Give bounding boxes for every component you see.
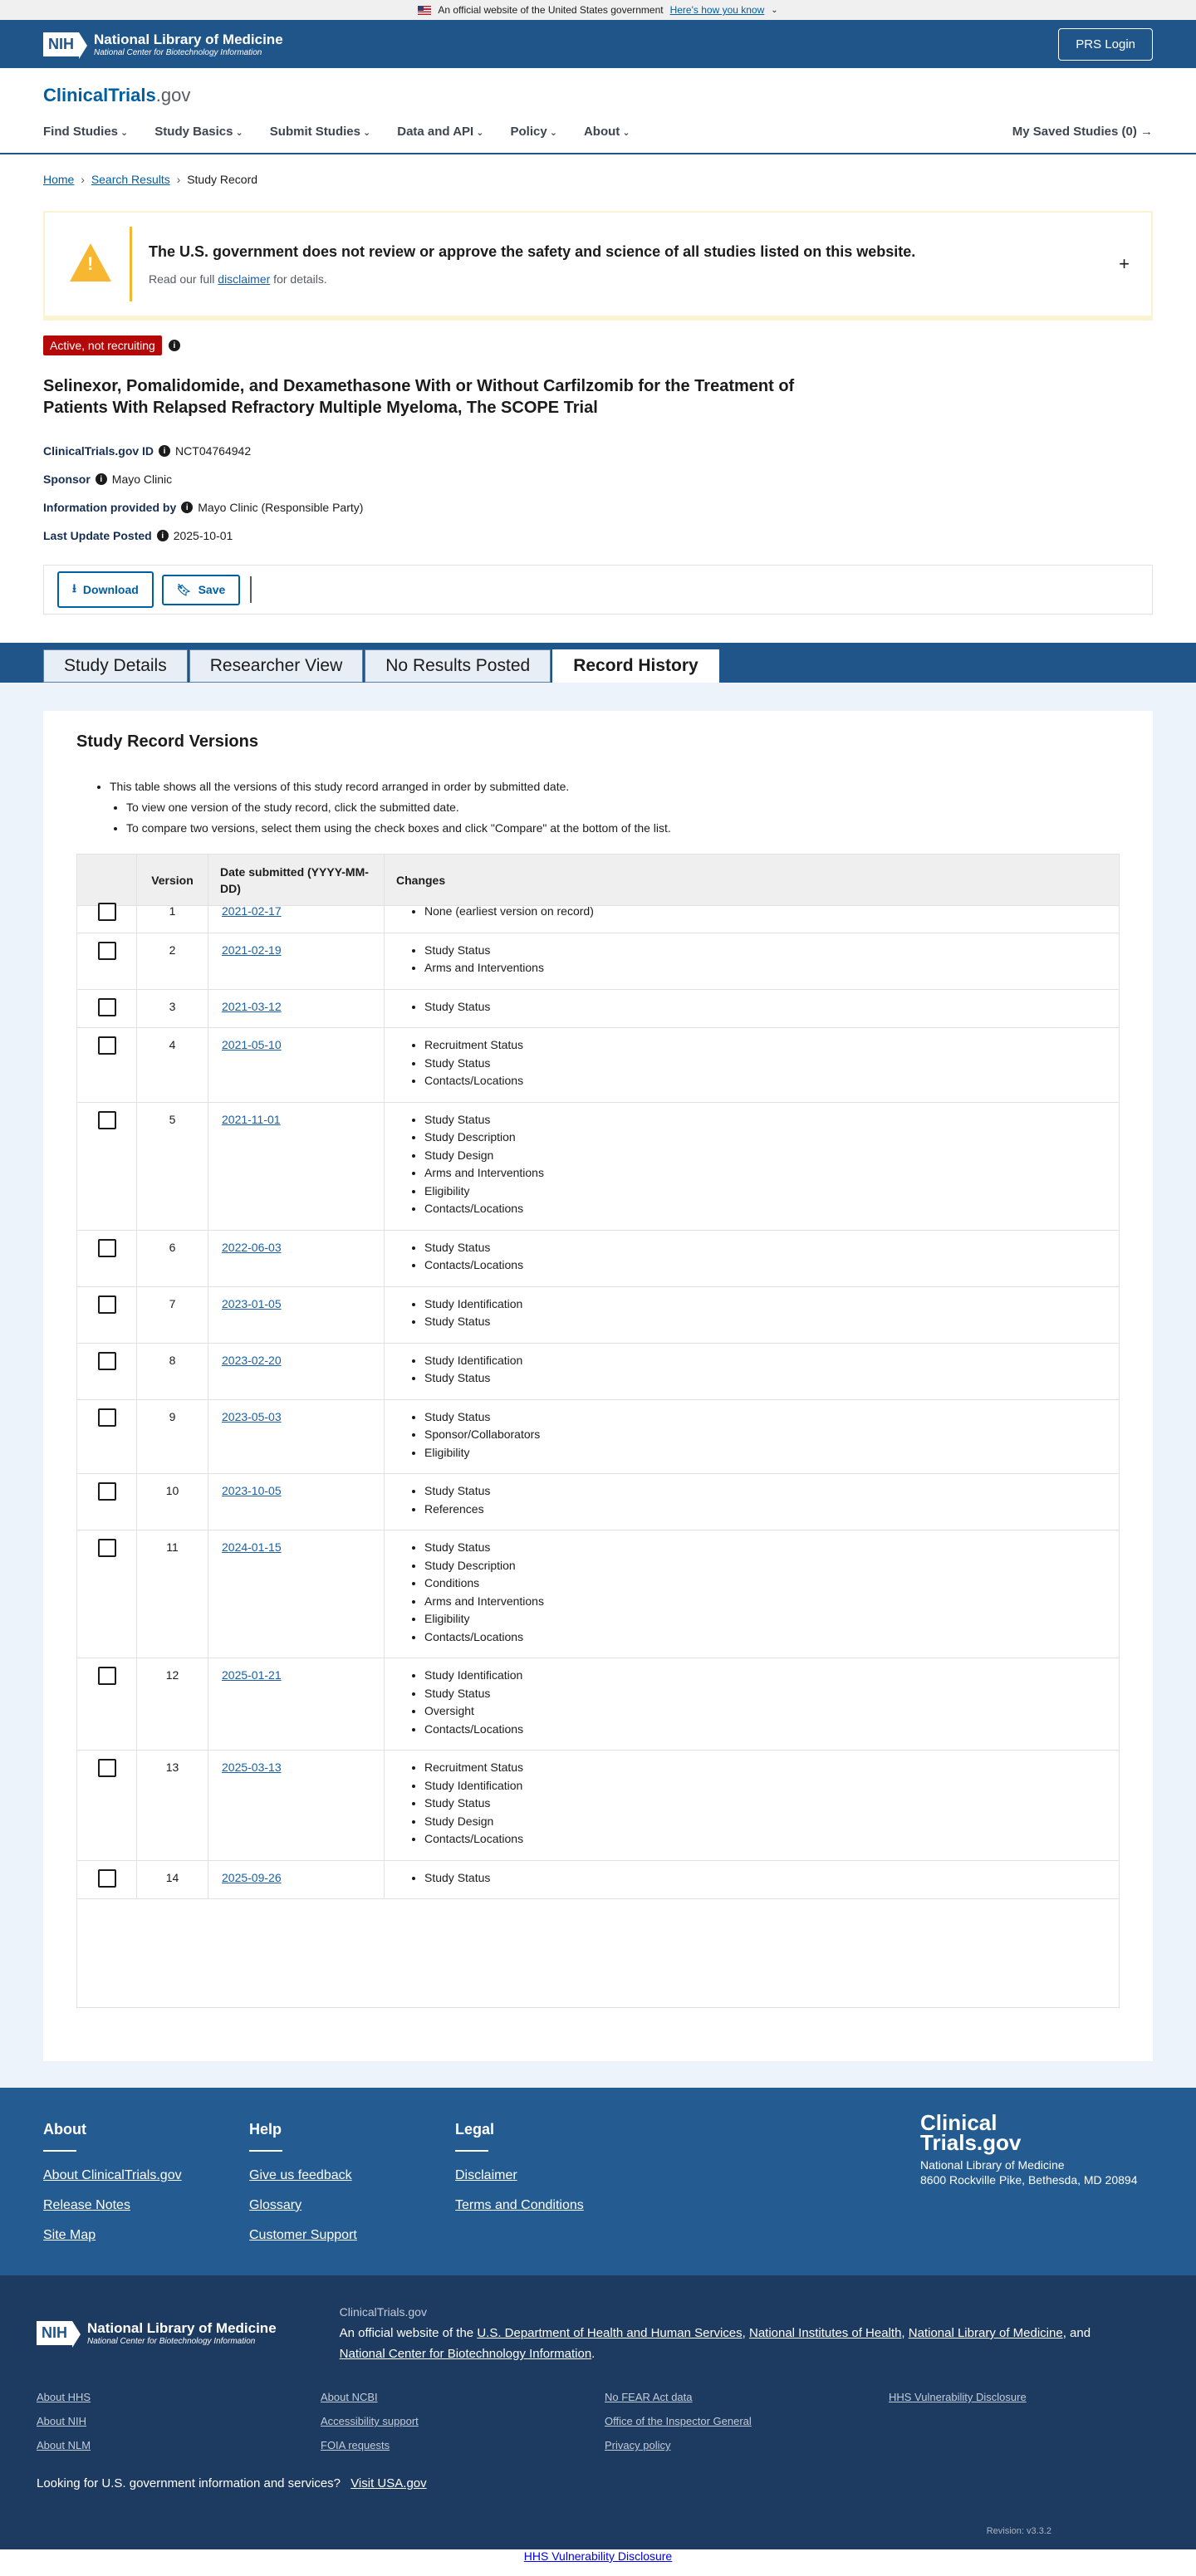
version-checkbox[interactable] (98, 1759, 116, 1777)
version-date-link[interactable]: 2023-01-05 (222, 1296, 282, 1310)
footer-nih-box: NIH (37, 2321, 72, 2345)
select-cell (77, 1344, 137, 1399)
changes-cell (385, 990, 1119, 1028)
link-about-nlm[interactable]: About NLM (37, 2439, 91, 2451)
change-item: • Study Status (424, 1868, 1119, 1889)
footer-link-site-map[interactable]: Site Map (43, 2228, 96, 2242)
footer-about-title: About (43, 2121, 86, 2138)
intro-line (110, 776, 1120, 839)
footer-link-terms[interactable]: Terms and Conditions (455, 2198, 584, 2212)
usa-gov-line (37, 2476, 1159, 2490)
version-number: 4 (137, 1028, 208, 1102)
date-cell (208, 1400, 385, 1474)
version-checkbox[interactable] (98, 1036, 116, 1055)
breadcrumb-current: Study Record (187, 173, 258, 186)
select-cell (77, 1103, 137, 1230)
nav-find-studies[interactable]: Find Studies ⌄ (43, 125, 128, 139)
version-checkbox[interactable] (98, 998, 116, 1016)
status-badge: Active, not recruiting (43, 335, 162, 355)
change-item: • Eligibility (424, 1181, 1119, 1202)
meta-id-label: ClinicalTrials.gov ID (43, 444, 154, 458)
change-item: • Study Description (424, 1127, 1119, 1148)
change-item: • Recruitment Status (424, 1035, 1119, 1056)
download-label: Download (82, 583, 139, 596)
tab-record-history[interactable]: Record History (552, 649, 719, 683)
link-privacy[interactable]: Privacy policy (605, 2439, 671, 2451)
nav-about[interactable]: About ⌄ (584, 125, 630, 139)
alert-sub-pre: Read our full (149, 272, 218, 286)
change-item: • Study Design (424, 1145, 1119, 1167)
footer-underline (249, 2150, 282, 2152)
change-item: • Conditions (424, 1573, 1119, 1594)
link-foia[interactable]: FOIA requests (321, 2439, 390, 2451)
version-date-link[interactable]: 2025-03-13 (222, 1761, 282, 1774)
changes-cell (385, 1751, 1119, 1860)
date-cell (208, 1751, 385, 1860)
footer-link-about-ct[interactable]: About ClinicalTrials.gov (43, 2168, 182, 2182)
table-row (77, 1287, 1119, 1344)
version-date-link[interactable]: 2023-05-03 (222, 1409, 282, 1423)
ncbi-subtitle: National Center for Biotechnology Information (94, 47, 262, 57)
table-row (77, 1344, 1119, 1400)
changes-cell (385, 1861, 1119, 1899)
link-oig[interactable]: Office of the Inspector General (605, 2415, 752, 2427)
table-row (77, 1028, 1119, 1103)
link-accessibility[interactable]: Accessibility support (321, 2415, 419, 2427)
alert-title: The U.S. government does not review or approve the safety and science of all studies listed on this website. (149, 242, 916, 260)
change-item: • Study Status (424, 1311, 1119, 1333)
footer-link-feedback[interactable]: Give us feedback (249, 2168, 352, 2182)
nav-policy[interactable]: Policy ⌄ (511, 125, 557, 139)
nav-data-api[interactable]: Data and API ⌄ (397, 125, 483, 139)
meta-sponsor-row (43, 465, 1153, 493)
change-item: • Contacts/Locations (424, 1070, 1119, 1092)
logo-suffix-text: .gov (155, 85, 191, 105)
meta-provided-value: Mayo Clinic (Responsible Party) (198, 501, 364, 514)
tab-no-results[interactable]: No Results Posted (365, 649, 551, 683)
versions-intro (93, 776, 1120, 839)
select-cell (77, 1658, 137, 1750)
meta-sponsor-value: Mayo Clinic (111, 473, 173, 486)
save-label: Save (198, 583, 226, 596)
version-date-link[interactable]: 2022-06-03 (222, 1240, 282, 1254)
record-history-panel (0, 683, 1196, 2088)
change-item: • Study Status (424, 1537, 1119, 1559)
changes-cell (385, 1231, 1119, 1286)
select-cell (77, 1530, 137, 1658)
version-number: 7 (137, 1287, 208, 1343)
meta-id-value: NCT04764942 (175, 444, 252, 458)
version-date-link[interactable]: 2025-09-26 (222, 1870, 282, 1884)
info-icon[interactable]: i (181, 502, 193, 513)
nlm-link[interactable]: National Library of Medicine (908, 2326, 1063, 2340)
change-item: • Study Status (424, 1683, 1119, 1705)
table-row (77, 1658, 1119, 1751)
clinicaltrials-logo[interactable] (43, 85, 1153, 106)
changes-cell (385, 1474, 1119, 1530)
us-flag-icon (418, 6, 431, 15)
table-row (77, 1530, 1119, 1658)
version-date-link[interactable]: 2023-10-05 (222, 1484, 282, 1497)
footer-addr-line1: National Library of Medicine (920, 2158, 1065, 2172)
version-date-link[interactable]: 2021-05-10 (222, 1038, 282, 1051)
select-cell (77, 1231, 137, 1286)
nav-study-basics[interactable]: Study Basics ⌄ (154, 125, 243, 139)
info-icon[interactable]: i (169, 340, 180, 351)
change-item: • Study Description (424, 1555, 1119, 1577)
meta-updated-row (43, 522, 1153, 550)
date-cell (208, 1231, 385, 1286)
version-number: 6 (137, 1231, 208, 1286)
tab-study-details[interactable]: Study Details (43, 649, 188, 683)
disclaimer-link[interactable]: disclaimer (218, 272, 271, 286)
change-item: • Study Status (424, 940, 1119, 962)
warning-icon (70, 243, 111, 285)
breadcrumb-search-results[interactable]: Search Results (91, 173, 170, 186)
version-checkbox[interactable] (98, 1295, 116, 1314)
footer-address (920, 2157, 1153, 2187)
meta-updated-label: Last Update Posted (43, 529, 152, 542)
change-item: • Study Identification (424, 1665, 1119, 1687)
select-cell (77, 1751, 137, 1860)
disclaimer-alert (43, 211, 1153, 321)
table-row (77, 1474, 1119, 1530)
footer-nlm-logo[interactable] (37, 2302, 277, 2364)
save-button[interactable] (162, 575, 240, 605)
change-item: • Oversight (424, 1701, 1119, 1722)
footer-about (43, 2121, 249, 2242)
version-checkbox[interactable] (98, 1667, 116, 1685)
date-cell (208, 933, 385, 989)
change-item: • Contacts/Locations (424, 1198, 1119, 1220)
header-date: Date submitted (YYYY-MM-DD) (208, 855, 385, 905)
meta-sponsor-label: Sponsor (43, 473, 91, 486)
version-checkbox[interactable] (98, 1408, 116, 1427)
bookmark-icon: 🔖︎ (176, 582, 192, 596)
link-about-hhs[interactable]: About HHS (37, 2391, 91, 2403)
link-about-nih[interactable]: About NIH (37, 2415, 86, 2427)
version-date-link[interactable]: 2024-01-15 (222, 1540, 282, 1554)
version-checkbox[interactable] (98, 1869, 116, 1888)
version-checkbox[interactable] (98, 1482, 116, 1501)
header-changes: Changes (396, 873, 446, 887)
meta-provided-row (43, 493, 1153, 522)
intro-sub-1: • To view one version of the study record, click the submitted date. (126, 797, 1120, 818)
select-cell (77, 1474, 137, 1530)
meta-updated-value: 2025-10-01 (173, 529, 233, 542)
footer-agency-links (37, 2391, 1159, 2451)
toolbar-divider (250, 576, 252, 603)
intro-text: This table shows all the versions of this study record arranged in order by submitted date. (110, 780, 570, 793)
date-cell (208, 1028, 385, 1102)
version-date-link[interactable]: 2021-02-17 (222, 904, 282, 918)
select-cell (77, 1287, 137, 1343)
footer-logo-line1: Clinical (920, 2110, 997, 2135)
version-checkbox[interactable] (98, 1352, 116, 1370)
change-item: • References (424, 1499, 1119, 1521)
action-toolbar (43, 565, 1153, 615)
change-item: • Eligibility (424, 1442, 1119, 1464)
version-number: 2 (137, 933, 208, 989)
change-item: • Study Status (424, 1368, 1119, 1389)
table-row (77, 1400, 1119, 1475)
usa-gov-text: Looking for U.S. government information and services? (37, 2476, 341, 2490)
versions-title: Study Record Versions (76, 732, 258, 751)
change-item: • None (earliest version on record) (424, 901, 1119, 923)
extra-footer-link-row (0, 2549, 1196, 2568)
official-pre: An official website of the (339, 2326, 478, 2340)
select-cell (77, 933, 137, 989)
change-item: • Study Identification (424, 1775, 1119, 1797)
changes-cell (385, 1103, 1119, 1230)
change-item: • Study Status (424, 1053, 1119, 1075)
how-you-know-link[interactable]: Here's how you know (669, 4, 765, 16)
select-cell (77, 1400, 137, 1474)
table-row (77, 1751, 1119, 1861)
status-row (43, 335, 1153, 355)
changes-cell (385, 1287, 1119, 1343)
alert-divider (130, 227, 132, 301)
footer-official-text: ClinicalTrials.gov An official website of the U.S. Department of Health and Human Services, National Institutes of Health, National Library of Medicine, and National Center for Biotechnology Information. (340, 2302, 1120, 2364)
version-number: 8 (137, 1344, 208, 1399)
versions-table (76, 854, 1120, 2008)
footer-help (249, 2121, 455, 2242)
version-number: 11 (137, 1530, 208, 1658)
select-cell (77, 990, 137, 1028)
select-cell (77, 894, 137, 933)
changes-cell (385, 1344, 1119, 1399)
info-icon[interactable]: i (157, 530, 169, 541)
footer-link-release-notes[interactable]: Release Notes (43, 2198, 130, 2212)
footer-links (0, 2088, 1196, 2275)
version-checkbox[interactable] (98, 1539, 116, 1557)
footer-nlm-title: National Library of Medicine (87, 2320, 277, 2336)
version-number: 14 (137, 1861, 208, 1899)
change-item: • Study Status (424, 1793, 1119, 1814)
footer-agency (0, 2275, 1196, 2549)
link-hhs-vuln[interactable]: HHS Vulnerability Disclosure (889, 2391, 1027, 2403)
version-date-link[interactable]: 2021-02-19 (222, 943, 282, 957)
study-tabs (0, 643, 1196, 683)
version-date-link[interactable]: 2023-02-20 (222, 1353, 282, 1367)
changes-cell (385, 894, 1119, 933)
changes-cell (385, 1658, 1119, 1750)
date-cell (208, 1474, 385, 1530)
version-checkbox[interactable] (98, 1239, 116, 1257)
change-item: • Arms and Interventions (424, 957, 1119, 979)
change-item: • Study Status (424, 1481, 1119, 1502)
footer-ct-logo[interactable] (920, 2110, 1153, 2155)
site-header (0, 68, 1196, 154)
hhs-link[interactable]: U.S. Department of Health and Human Services (477, 2326, 743, 2340)
select-cell (77, 1028, 137, 1102)
table-row (77, 894, 1119, 933)
version-checkbox[interactable] (98, 903, 116, 921)
date-cell (208, 1103, 385, 1230)
version-number: 13 (137, 1751, 208, 1860)
chevron-down-icon: ⌄ (771, 5, 778, 15)
breadcrumb-home[interactable]: Home (43, 173, 75, 186)
table-row (77, 1861, 1119, 1900)
change-item: • Study Status (424, 1109, 1119, 1131)
link-no-fear[interactable]: No FEAR Act data (605, 2391, 693, 2403)
hhs-vuln-extra-link[interactable]: HHS Vulnerability Disclosure (523, 2549, 673, 2563)
nlm-logo[interactable] (43, 32, 283, 57)
footer-legal (455, 2121, 661, 2242)
version-number: 3 (137, 990, 208, 1028)
date-cell (208, 1287, 385, 1343)
gov-banner-text: An official website of the United States government (438, 4, 664, 16)
main-nav (43, 125, 1153, 139)
changes-cell (385, 933, 1119, 989)
expand-icon[interactable]: + (1119, 253, 1130, 274)
info-icon[interactable]: i (159, 445, 170, 457)
change-item: • Recruitment Status (424, 1757, 1119, 1779)
table-row (77, 1103, 1119, 1231)
nih-link[interactable]: National Institutes of Health (748, 2326, 902, 2340)
link-about-ncbi[interactable]: About NCBI (321, 2391, 378, 2403)
header-version: Version (137, 855, 208, 905)
footer-legal-title: Legal (455, 2121, 495, 2138)
prs-login-button[interactable]: PRS Login (1058, 28, 1153, 61)
date-cell (208, 1861, 385, 1899)
chevron-right-icon: › (81, 173, 85, 186)
footer-brand (920, 2110, 1153, 2187)
table-row (77, 990, 1119, 1029)
meta-provided-label: Information provided by (43, 501, 177, 514)
info-icon[interactable]: i (96, 473, 107, 485)
date-cell (208, 990, 385, 1028)
version-number: 9 (137, 1400, 208, 1474)
change-item: • Study Status (424, 997, 1119, 1018)
tab-researcher-view[interactable]: Researcher View (189, 649, 364, 683)
ncbi-link[interactable]: National Center for Biotechnology Information (339, 2347, 592, 2361)
footer-underline (43, 2150, 76, 2152)
download-icon: ⭳ (72, 581, 76, 595)
intro-sub-2: • To compare two versions, select them using the check boxes and click "Compare" at the bottom of the list. (126, 818, 1120, 839)
revision-text: Revision: v3.3.2 (986, 2526, 1051, 2536)
gov-banner (0, 0, 1196, 20)
version-date-link[interactable]: 2021-11-01 (222, 1112, 281, 1126)
study-title: Selinexor, Pomalidomide, and Dexamethasone With or Without Carfilzomib for the Treatment of Patients With Relapsed Refractory Multiple Myeloma, The SCOPE Trial (43, 377, 795, 417)
nlm-title: National Library of Medicine (94, 31, 283, 47)
nav-submit-studies[interactable]: Submit Studies ⌄ (270, 125, 370, 139)
change-item: • Sponsor/Collaborators (424, 1424, 1119, 1446)
footer-help-title: Help (249, 2121, 282, 2138)
date-cell (208, 1344, 385, 1399)
footer-link-glossary[interactable]: Glossary (249, 2198, 302, 2212)
nih-header (0, 20, 1196, 68)
changes-cell (385, 1530, 1119, 1658)
change-item: • Contacts/Locations (424, 1829, 1119, 1850)
footer-underline (455, 2150, 488, 2152)
table-body (77, 894, 1119, 1899)
alert-subtitle (149, 272, 915, 286)
table-row (77, 933, 1119, 990)
select-cell (77, 1861, 137, 1899)
nih-logo-box: NIH (43, 32, 79, 56)
logo-main-text: ClinicalTrials (43, 85, 156, 105)
footer-link-support[interactable]: Customer Support (249, 2228, 357, 2242)
meta-id-row (43, 437, 1153, 465)
breadcrumb (0, 154, 1196, 204)
alert-sub-post: for details. (270, 272, 327, 286)
changes-cell (385, 1028, 1119, 1102)
study-meta (43, 437, 1153, 550)
version-number: 5 (137, 1103, 208, 1230)
version-date-link[interactable]: 2025-01-21 (222, 1668, 282, 1682)
change-item: • Contacts/Locations (424, 1255, 1119, 1276)
version-date-link[interactable]: 2021-03-12 (222, 999, 282, 1013)
change-item: • Study Identification (424, 1350, 1119, 1372)
version-checkbox[interactable] (98, 942, 116, 960)
date-cell (208, 1530, 385, 1658)
version-number: 1 (137, 894, 208, 933)
changes-cell (385, 1400, 1119, 1474)
table-row (77, 1231, 1119, 1287)
download-button[interactable] (57, 571, 154, 608)
chevron-right-icon: › (176, 173, 181, 186)
footer-site-name: ClinicalTrials.gov (339, 2305, 427, 2319)
change-item: • Contacts/Locations (424, 1627, 1119, 1648)
footer-addr-line2: 8600 Rockville Pike, Bethesda, MD 20894 (920, 2173, 1138, 2187)
footer-ncbi-subtitle: National Center for Biotechnology Information (87, 2337, 256, 2346)
change-item: • Study Design (424, 1811, 1119, 1833)
official-and: and (1070, 2326, 1091, 2340)
date-cell (208, 894, 385, 933)
version-number: 12 (137, 1658, 208, 1750)
change-item: • Arms and Interventions (424, 1591, 1119, 1613)
version-number: 10 (137, 1474, 208, 1530)
change-item: • Eligibility (424, 1609, 1119, 1630)
change-item: • Study Identification (424, 1294, 1119, 1315)
saved-studies-link[interactable]: My Saved Studies (0) → (1012, 125, 1153, 139)
version-checkbox[interactable] (98, 1111, 116, 1129)
change-item: • Arms and Interventions (424, 1163, 1119, 1184)
footer-link-disclaimer[interactable]: Disclaimer (455, 2168, 517, 2182)
date-cell (208, 1658, 385, 1750)
change-item: • Study Status (424, 1237, 1119, 1259)
change-item: • Study Status (424, 1407, 1119, 1428)
usa-gov-link[interactable]: Visit USA.gov (350, 2476, 427, 2490)
versions-card (43, 711, 1153, 2061)
footer-logo-line2: Trials.gov (920, 2130, 1022, 2155)
change-item: • Contacts/Locations (424, 1719, 1119, 1741)
